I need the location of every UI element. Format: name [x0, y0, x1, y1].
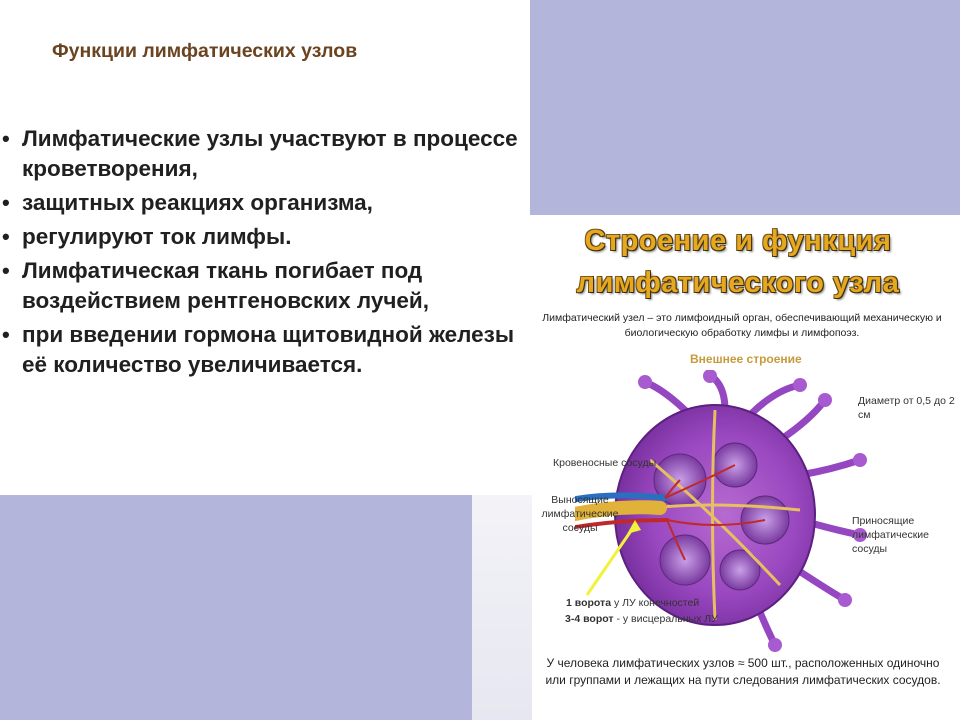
- right-title-line1: Строение и функция: [584, 225, 892, 257]
- gate-multiple-text: - у висцеральных ЛУ: [613, 613, 718, 625]
- definition-text: Лимфатический узел – это лимфоидный орган, обеспечивающий механическую и биологическую обработку лимфы и лимфопоэз.: [542, 312, 942, 339]
- bullet-item: [0, 124, 520, 184]
- bottom-note: У человека лимфатических узлов ≈ 500 шт., расположенных одиночно или группами и лежащих на пути следования лимфатических сосудов.: [545, 656, 941, 687]
- gate-multiple-count: 3-4 ворот: [565, 613, 614, 625]
- background-block-bottom-left: [0, 495, 472, 720]
- bullet-dot: •: [2, 126, 10, 151]
- gate-single-label: [566, 596, 699, 610]
- right-title-line2: лимфатического узла: [576, 267, 900, 299]
- bullet-dot: •: [2, 190, 10, 215]
- bullet-text: Лимфатические узлы участвуют в процессе кроветворения,: [22, 126, 518, 181]
- function-bullet-list: [0, 124, 520, 384]
- bullet-item: [0, 188, 520, 218]
- bullet-item: [0, 256, 520, 316]
- right-slide-title: [548, 220, 928, 304]
- bullet-dot: •: [2, 258, 10, 283]
- gate-single-count: 1 ворота: [566, 597, 612, 609]
- diameter-label: Диаметр от 0,5 до 2 см: [858, 395, 955, 421]
- afferent-vessels-label: Приносящие лимфатические сосуды: [852, 515, 929, 555]
- bullet-text: при введении гормона щитовидной железы её количество увеличивается.: [22, 322, 515, 377]
- background-shade: [472, 495, 532, 720]
- external-structure-heading: Внешнее строение: [690, 352, 802, 366]
- bullet-text: защитных реакциях организма,: [22, 190, 373, 215]
- bullet-text: Лимфатическая ткань погибает под воздействием рентгеновских лучей,: [22, 258, 429, 313]
- bullet-dot: •: [2, 322, 10, 347]
- left-slide-title: Функции лимфатических узлов: [52, 40, 358, 62]
- bullet-text: регулируют ток лимфы.: [22, 224, 292, 249]
- bullet-item: [0, 320, 520, 380]
- blood-vessels-label: Кровеносные сосуды: [553, 457, 657, 469]
- bullet-dot: •: [2, 224, 10, 249]
- efferent-vessels-label: Выносящие лимфатические сосуды: [541, 494, 619, 534]
- gate-multiple-label: [565, 612, 718, 626]
- gate-single-text: у ЛУ конечностей: [611, 597, 700, 609]
- background-block-top-right: [530, 0, 960, 215]
- bullet-item: [0, 222, 520, 252]
